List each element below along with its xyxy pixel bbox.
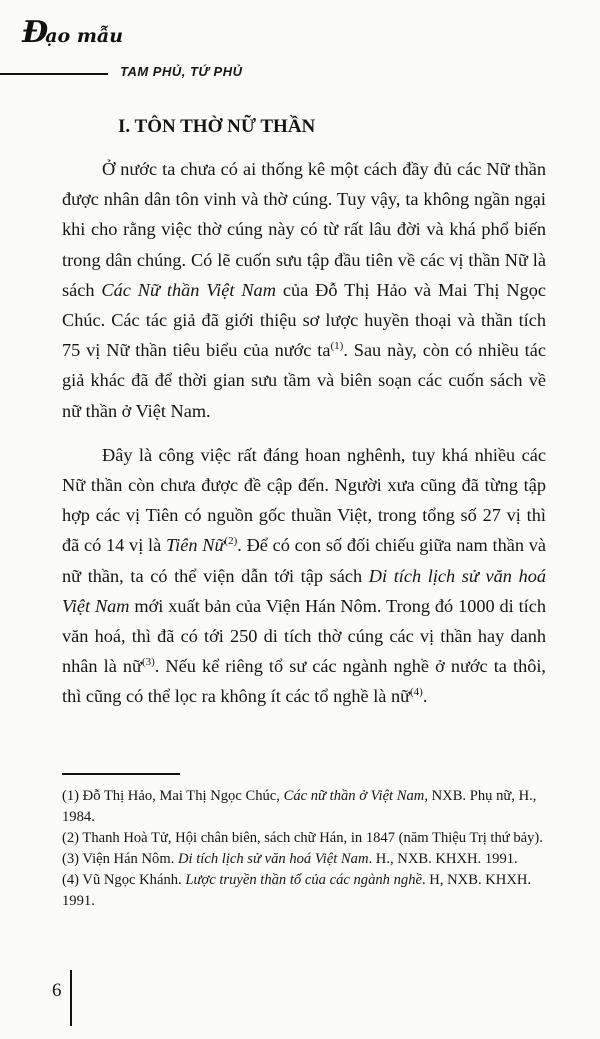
footnote-ref: (4) bbox=[410, 686, 423, 699]
body-text bbox=[62, 154, 546, 712]
footnote-ref: (3) bbox=[141, 656, 155, 669]
footnote-ref: (1) bbox=[330, 340, 344, 353]
footnote-1: (1) Đỗ Thị Hảo, Mai Thị Ngọc Chúc, Các nữ thần ở Việt Nam, NXB. Phụ nữ, H., 1984. bbox=[62, 788, 537, 825]
footnote-4: (4) Vũ Ngọc Khánh. Lược truyền thần tổ của các ngành nghề. H, NXB. KHXH. 1991. bbox=[62, 872, 532, 909]
footnote-rule bbox=[62, 773, 180, 775]
logo-initial: Đ bbox=[22, 15, 48, 50]
logo-text: ạo mẫu bbox=[45, 25, 124, 47]
page-number-rule bbox=[70, 970, 72, 1026]
footnote-3: (3) Viện Hán Nôm. Di tích lịch sử văn hoá Việt Nam. H., NXB. KHXH. 1991. bbox=[62, 851, 518, 867]
running-head: TAM PHỦ, TỨ PHỦ bbox=[120, 64, 243, 79]
book-title: Các Nữ thần Việt Nam bbox=[101, 279, 276, 300]
footnote-2: (2) Thanh Hoà Tử, Hội chân biên, sách chữ Hán, in 1847 (năm Thiệu Trị thứ bảy). bbox=[62, 830, 543, 846]
section-title: I. TÔN THỜ NỮ THẦN bbox=[118, 116, 316, 137]
emphasis-term: Tiên Nữ bbox=[166, 535, 225, 556]
paragraph-1: Ở nước ta chưa có ai thống kê một cách đầy đủ các Nữ thần được nhân dân tôn vinh và thờ cúng. Tuy vậy, ta không ngần ngại khi cho rằng việc thờ cúng này có từ rất lâu đời và khá phổ biến trong dân chúng. Có lẽ cuốn sưu tập đầu tiên về các vị thần Nữ là sách Các Nữ thần Việt Nam của Đỗ Thị Hảo và Mai Thị Ngọc Chúc. Các tác giả đã giới thiệu sơ lược huyền thoại và thần tích 75 vị Nữ thần tiêu biểu của nước $ta^{(1)}$. Sau này, còn có nhiều tác giả khác đã để thời gian sưu tầm và biên soạn các cuốn sách về nữ thần ở Việt Nam. bbox=[62, 159, 546, 421]
header-rule bbox=[0, 73, 108, 75]
paragraph-2: Đây là công việc rất đáng hoan nghênh, tuy khá nhiều các Nữ thần còn chưa được đề cập đến. Người xưa cũng đã từng tập hợp các vị Tiên có nguồn gốc thuần Việt, trong tổng số 27 vị thì đã có 14 vị là Tiên Nữ$^{(2)}$. Để có con số đối chiếu giữa nam thần và nữ thần, ta có thể viện dẫn tới tập sách Di tích lịch sử văn hoá Việt Nam mới xuất bản của Viện Hán Nôm. Trong đó 1000 di tích văn hoá, thì đã có tới 250 di tích thờ cúng các vị thần hay danh nhân là nữ$^{(3)}$. Nếu kể riêng tổ sư các ngành nghề ở nước ta thôi, thì cũng có thể lọc ra không ít các tổ nghề là nữ$^{(4)}$. bbox=[62, 444, 547, 707]
book-title: Di tích lịch sử văn hoá Việt Nam bbox=[62, 565, 546, 616]
footnote-ref: (2) bbox=[224, 535, 238, 548]
page-number: 6 bbox=[52, 980, 62, 1001]
footnotes bbox=[62, 786, 546, 912]
publisher-logo bbox=[22, 15, 124, 50]
